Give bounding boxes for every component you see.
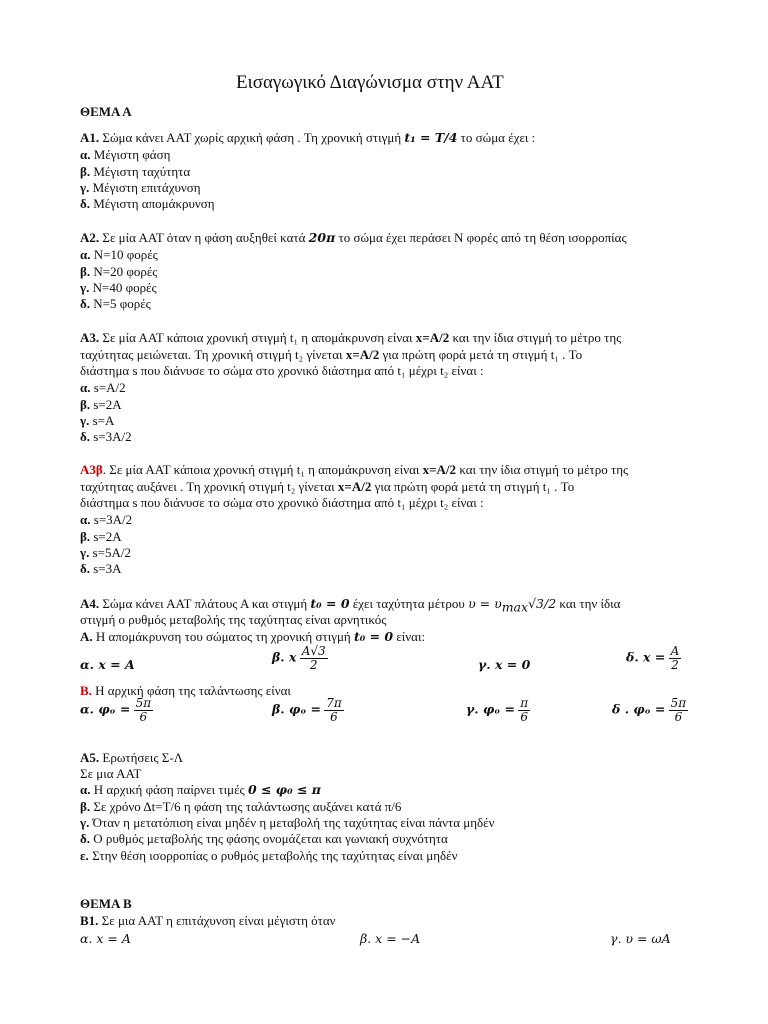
- option-prefix: α. φₒ =: [80, 701, 131, 717]
- a4b-option-d: [612, 697, 688, 733]
- option-text: s=A/2: [93, 380, 126, 395]
- fraction: [134, 697, 154, 724]
- option-letter: α.: [80, 380, 91, 395]
- item-letter: γ.: [80, 815, 90, 830]
- option-letter: β.: [80, 264, 91, 279]
- question-a4-line2: στιγμή ο ρυθμός μεταβολής της ταχύτητας είναι αρνητικός: [80, 612, 387, 627]
- page-title: Εισαγωγικό Διαγώνισμα στην ΑΑΤ: [236, 72, 504, 93]
- item-letter: α.: [80, 782, 91, 797]
- option-text: Μέγιστη επιτάχυνση: [92, 180, 201, 195]
- question-a3b-position: x=A/2: [337, 479, 372, 494]
- a3-option-a: [80, 380, 126, 396]
- fraction-denominator: 6: [518, 710, 530, 724]
- fraction-denominator: 6: [324, 710, 344, 724]
- option-letter: β.: [80, 164, 91, 179]
- b1-option-b: β. x = −A: [360, 931, 421, 946]
- a3b-option-d: [80, 561, 122, 577]
- option-text: s=2A: [93, 397, 122, 412]
- option-text: Ν=10 φορές: [93, 247, 158, 262]
- b1-option-c: γ. υ = ωA: [610, 931, 671, 946]
- option-text: s=3A/2: [93, 512, 133, 527]
- part-a-label: Α.: [80, 629, 93, 644]
- question-a3-line2: [80, 347, 582, 363]
- option-letter: γ.: [80, 280, 90, 295]
- question-a4-label: Α4.: [80, 596, 100, 611]
- option-letter: γ.: [80, 545, 90, 560]
- option-text: Μέγιστη ταχύτητα: [93, 164, 191, 179]
- question-a2-label: Α2.: [80, 230, 100, 245]
- option-text: Ν=20 φορές: [93, 264, 158, 279]
- question-a4-text: Σώμα κάνει ΑΑΤ πλάτους Α και στιγμή: [99, 596, 311, 611]
- option-text: s=2A: [93, 529, 122, 544]
- part-a-math: t₀ = 0: [353, 629, 394, 644]
- fraction-numerator: A: [670, 644, 680, 658]
- option-letter: β.: [80, 397, 91, 412]
- item-text: Όταν η μετατόπιση είναι μηδέν η μεταβολή της ταχύτητας είναι πάντα μηδέν: [89, 815, 495, 830]
- option-letter: δ.: [80, 196, 90, 211]
- question-a1-label: Α1.: [80, 130, 100, 145]
- question-b1-label: Β1.: [80, 913, 99, 928]
- a3b-option-c: [80, 545, 131, 561]
- theme-b-heading: ΘΕΜΑ Β: [80, 896, 132, 911]
- question-a3-line3: διάστημα s που διάνυσε το σώμα στο χρονικό διάστημα από t₁ μέχρι t₂ είναι :: [80, 363, 484, 378]
- question-a4-text: και την ίδια: [556, 596, 621, 611]
- question-a4-text: έχει ταχύτητα μέτρου: [349, 596, 469, 611]
- question-a2: [80, 230, 627, 246]
- a2-option-a: [80, 247, 158, 263]
- question-a4-math: t₀ = 0: [310, 596, 350, 611]
- fraction: [669, 645, 682, 672]
- fraction-numerator: A√3: [301, 644, 326, 658]
- item-math: 0 ≤ φ₀ ≤ π: [247, 782, 321, 797]
- a4a-option-b: [272, 645, 328, 681]
- item-text: Σε χρόνο Δt=T/6 η φάση της ταλάντωσης αυξάνει κατά π/6: [90, 799, 402, 814]
- a5-item-b: [80, 799, 401, 815]
- option-prefix: β. x: [272, 649, 297, 665]
- fraction-denominator: 2: [669, 658, 682, 672]
- question-a3-text: και την ίδια στιγμή το μέτρο της: [449, 330, 622, 345]
- a1-option-d: [80, 196, 215, 212]
- option-text: Μέγιστη φάση: [93, 147, 171, 162]
- a5-item-c: [80, 815, 495, 831]
- question-b1-text: Σε μια ΑΑΤ η επιτάχυνση είναι μέγιστη όταν: [98, 913, 336, 928]
- item-text: Ο ρυθμός μεταβολής της φάσης ονομάζεται και γωνιακή συχνότητα: [90, 831, 448, 846]
- part-a-text: είναι:: [393, 629, 426, 644]
- item-text: Η αρχική φάση παίρνει τιμές: [90, 782, 248, 797]
- question-a2-text: Σε μία ΑΑΤ όταν η φάση αυξηθεί κατά: [99, 230, 309, 245]
- fraction-denominator: 6: [134, 710, 154, 724]
- question-a3b-text: και την ίδια στιγμή το μέτρο της: [456, 462, 629, 477]
- question-a3b-text: ταχύτητας αυξάνει . Τη χρονική στιγμή t₂ γίνεται: [80, 479, 338, 494]
- a3b-option-b: [80, 529, 122, 545]
- part-a-text: Η απομάκρυνση του σώματος τη χρονική στιγμή: [92, 629, 354, 644]
- option-text: Ν=5 φορές: [93, 296, 151, 311]
- option-letter: δ.: [80, 429, 90, 444]
- fraction-numerator: π: [520, 696, 529, 710]
- question-a3-text: Σε μία ΑΑΤ κάποια χρονική στιγμή t₁ η απομάκρυνση είναι: [99, 330, 416, 345]
- theme-a-heading: ΘΕΜΑ Α: [80, 104, 132, 119]
- option-text: s=3A: [93, 561, 122, 576]
- question-a1: [80, 130, 535, 146]
- option-text: s=A: [92, 413, 115, 428]
- option-prefix: δ. x =: [626, 649, 666, 665]
- a4a-option-c: γ. x = 0: [478, 657, 531, 672]
- question-a1-math: t₁ = T/4: [404, 130, 458, 145]
- a4b-option-a: [80, 697, 153, 733]
- a3-option-c: [80, 413, 114, 429]
- fraction: [324, 697, 344, 724]
- a3-option-d: [80, 429, 132, 445]
- question-a3-text: ταχύτητας μειώνεται. Τη χρονική στιγμή t₂ γίνεται: [80, 347, 346, 362]
- question-a4-part-a: [80, 629, 425, 645]
- a2-option-c: [80, 280, 157, 296]
- fraction-denominator: 2: [300, 658, 328, 672]
- option-text: Ν=40 φορές: [92, 280, 157, 295]
- question-a3b-line1: [80, 462, 628, 478]
- option-letter: β.: [80, 529, 91, 544]
- fraction: [518, 697, 530, 724]
- option-letter: γ.: [80, 413, 90, 428]
- option-text: Μέγιστη απομάκρυνση: [93, 196, 215, 211]
- option-letter: α.: [80, 147, 91, 162]
- question-a1-text2: το σώμα έχει :: [457, 130, 536, 145]
- a4b-option-b: [272, 697, 344, 733]
- question-a3-text: για πρώτη φορά μετά τη στιγμή t₁ . Το: [379, 347, 583, 362]
- a3-option-b: [80, 397, 122, 413]
- question-a3b-position: x=A/2: [422, 462, 457, 477]
- b1-option-a: α. x = A: [80, 931, 131, 946]
- a5-item-a: [80, 782, 321, 798]
- question-a3-label: Α3.: [80, 330, 100, 345]
- option-text: s=5A/2: [92, 545, 131, 560]
- item-letter: β.: [80, 799, 91, 814]
- part-b-text: Η αρχική φάση της ταλάντωσης είναι: [91, 683, 291, 698]
- fraction: [669, 697, 689, 724]
- option-letter: α.: [80, 247, 91, 262]
- a1-option-a: [80, 147, 170, 163]
- question-a3-line1: [80, 330, 621, 346]
- item-letter: δ.: [80, 831, 90, 846]
- fraction-numerator: 7π: [326, 696, 342, 710]
- a4a-option-d: [626, 645, 681, 681]
- a2-option-b: [80, 264, 157, 280]
- question-a3-position: x=A/2: [415, 330, 450, 345]
- question-a5-heading: Ερωτήσεις Σ-Λ: [99, 750, 184, 765]
- question-a4-math-sub: max: [501, 599, 529, 615]
- question-a5: [80, 750, 183, 766]
- question-b1: [80, 913, 336, 929]
- a3b-option-a: [80, 512, 132, 528]
- a4b-option-c: [466, 697, 530, 733]
- question-a3b-line3: διάστημα s που διάνυσε το σώμα στο χρονικό διάστημα από t₁ μέχρι t₂ είναι :: [80, 495, 484, 510]
- fraction-denominator: 6: [669, 710, 689, 724]
- option-text: s=3A/2: [93, 429, 132, 444]
- option-letter: γ.: [80, 180, 90, 195]
- item-letter: ε.: [80, 848, 89, 863]
- option-letter: δ.: [80, 296, 90, 311]
- a5-item-e: [80, 848, 458, 864]
- a1-option-c: [80, 180, 201, 196]
- option-letter: α.: [80, 512, 91, 527]
- question-a4-math: υ = υ: [468, 596, 502, 611]
- question-a2-math: 20π: [308, 230, 336, 245]
- question-a3b-text: για πρώτη φορά μετά τη στιγμή t₁ . Το: [371, 479, 575, 494]
- fraction: [300, 645, 328, 672]
- option-prefix: δ . φₒ =: [612, 701, 666, 717]
- question-a5-label: Α5.: [80, 750, 100, 765]
- fraction-numerator: 5π: [135, 696, 152, 710]
- question-a3-position: x=A/2: [345, 347, 380, 362]
- question-a3b-line2: [80, 479, 574, 495]
- question-a5-intro: Σε μια ΑΑΤ: [80, 766, 142, 781]
- part-b-label: Β.: [80, 683, 92, 698]
- question-a1-text: Σώμα κάνει ΑΑΤ χωρίς αρχική φάση . Τη χρονική στιγμή: [99, 130, 405, 145]
- a5-item-d: [80, 831, 448, 847]
- option-prefix: β. φₒ =: [272, 701, 321, 717]
- question-a3b-text: . Σε μία ΑΑΤ κάποια χρονική στιγμή t₁ η απομάκρυνση είναι: [102, 462, 423, 477]
- fraction-numerator: 5π: [670, 696, 687, 710]
- a1-option-b: [80, 164, 190, 180]
- a4a-option-a: α. x = A: [80, 657, 135, 672]
- question-a2-text2: το σώμα έχει περάσει Ν φορές από τη θέση ισορροπίας: [335, 230, 627, 245]
- a2-option-d: [80, 296, 151, 312]
- question-a4-math: √3/2: [528, 596, 557, 611]
- item-text: Στην θέση ισορροπίας ο ρυθμός μεταβολής της ταχύτητας είναι μηδέν: [88, 848, 458, 863]
- option-prefix: γ. φₒ =: [466, 701, 515, 717]
- question-a3b-label: Α3β: [80, 462, 103, 477]
- option-letter: δ.: [80, 561, 90, 576]
